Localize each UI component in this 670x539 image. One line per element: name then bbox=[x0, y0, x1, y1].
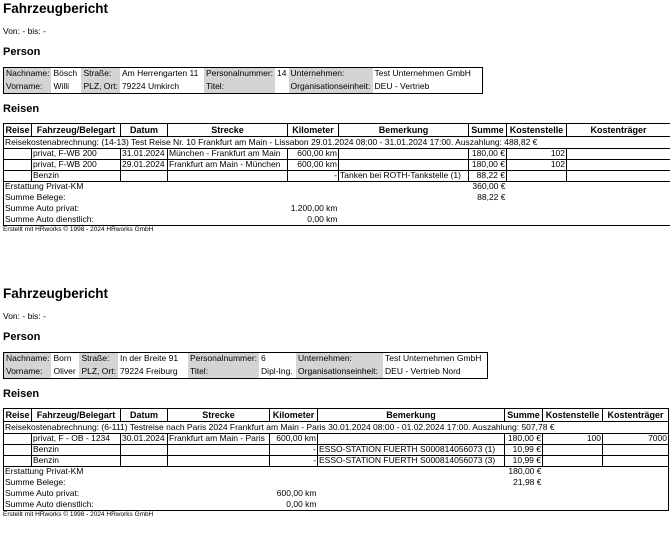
strasse-value: Am Herrengarten 11 bbox=[121, 68, 199, 79]
col-header: Strecke bbox=[168, 124, 288, 137]
cell-km: 600,00 km bbox=[288, 160, 339, 171]
vorname-label: Vorname: bbox=[4, 366, 52, 379]
org-label: Organisationseinheit: bbox=[289, 81, 373, 94]
titel-value bbox=[275, 81, 288, 94]
plz-ort-value: 79224 Umkirch bbox=[121, 80, 180, 91]
totals-row bbox=[4, 478, 669, 489]
trips-heading: Reisen bbox=[3, 103, 40, 115]
cell-bemerkung: Tanken bei ROTH-Tankstelle (1) bbox=[339, 171, 469, 182]
col-header: Reise bbox=[5, 409, 30, 420]
cell-kostenstelle: 102 bbox=[507, 160, 567, 171]
report-footer: Erstellt mit HRworks © 1998 - 2024 HRworks GmbH bbox=[3, 511, 154, 518]
col-header: Strecke bbox=[168, 409, 270, 422]
erstattung-label: Erstattung Privat-KM bbox=[4, 182, 168, 193]
col-header: Bemerkung bbox=[318, 409, 505, 422]
totals-row bbox=[4, 215, 670, 226]
unternehmen-value: Test Unternehmen GmbH bbox=[385, 353, 482, 364]
abrechnung-row bbox=[4, 422, 669, 434]
strasse-value: In der Breite 91 bbox=[119, 353, 179, 364]
belege-value: 21,98 € bbox=[513, 477, 542, 488]
cell-datum bbox=[121, 445, 168, 456]
auto-dienst-value: 0,00 km bbox=[286, 499, 317, 509]
abrechnung-text: Reisekostenabrechnung: (14-13) Test Reise Nr. 10 Frankfurt am Main - Lissabon 29.01.2024 08:00 - 31.01.2024 17:00. Auszahlung: 488,82 € bbox=[4, 137, 670, 149]
cell-bemerkung bbox=[318, 434, 505, 445]
table-row bbox=[4, 445, 669, 456]
cell-fahrzeug: Benzin bbox=[32, 171, 121, 182]
totals-row bbox=[4, 467, 669, 478]
cell-km: - bbox=[288, 171, 339, 182]
nachname-label: Nachname: bbox=[4, 353, 52, 366]
cell-summe: 10,99 € bbox=[505, 456, 543, 467]
trips-table bbox=[3, 123, 670, 226]
cell-km: 600,00 km bbox=[288, 149, 339, 160]
col-header: Summe bbox=[469, 124, 507, 137]
table-row bbox=[4, 456, 669, 467]
cell-datum: 31.01.2024 bbox=[121, 149, 168, 160]
col-header: Kilometer bbox=[270, 409, 318, 422]
cell-km: 600,00 km bbox=[270, 434, 318, 445]
cell-datum: 30.01.2024 bbox=[121, 434, 168, 445]
org-label: Organisationseinheit: bbox=[296, 366, 383, 379]
col-header: Kostenträger bbox=[567, 124, 670, 137]
cell-strecke: München - Frankfurt am Main bbox=[168, 149, 288, 160]
totals-row bbox=[4, 204, 670, 215]
cell-summe: 10,99 € bbox=[505, 445, 543, 456]
cell-summe: 180,00 € bbox=[505, 434, 543, 445]
nachname-value: Born bbox=[53, 353, 72, 364]
trips-table bbox=[3, 408, 669, 511]
erstattung-value: 180,00 € bbox=[505, 467, 543, 478]
auto-privat-label: Summe Auto privat: bbox=[5, 203, 80, 214]
cell-kostentraeger bbox=[567, 160, 670, 171]
auto-dienst-label: Summe Auto dienstlich: bbox=[5, 499, 94, 509]
cell-summe: 180,00 € bbox=[469, 160, 507, 171]
totals-row bbox=[4, 489, 669, 500]
titel-label: Titel: bbox=[204, 81, 275, 94]
report-title: Fahrzeugbericht bbox=[3, 286, 109, 301]
cell-datum bbox=[121, 171, 168, 182]
report-footer: Erstellt mit HRworks © 1998 - 2024 HRworks GmbH bbox=[3, 226, 154, 233]
unternehmen-value: Test Unternehmen GmbH bbox=[374, 68, 471, 79]
report-title: Fahrzeugbericht bbox=[3, 1, 109, 16]
report-period: Von: - bis: - bbox=[3, 311, 46, 321]
cell-strecke: Frankfurt am Main - Paris bbox=[168, 434, 270, 445]
person-heading: Person bbox=[3, 331, 41, 343]
cell-kostenstelle bbox=[543, 456, 603, 467]
cell-kostenstelle: 102 bbox=[507, 149, 567, 160]
org-value: DEU - Vertrieb bbox=[374, 80, 430, 91]
plz-ort-value: 79224 Freiburg bbox=[119, 365, 178, 376]
col-header: Reise bbox=[5, 124, 30, 135]
cell-kostentraeger bbox=[567, 149, 670, 160]
totals-row bbox=[4, 182, 670, 193]
col-header: Bemerkung bbox=[339, 124, 469, 137]
cell-fahrzeug: privat, F - OB - 1234 bbox=[32, 434, 121, 445]
table-row bbox=[4, 160, 670, 171]
person-row bbox=[4, 366, 488, 379]
person-heading: Person bbox=[3, 46, 41, 58]
personalnummer-label: Personalnummer: bbox=[204, 68, 275, 81]
cell-km: - bbox=[270, 445, 318, 456]
titel-value: Dipl-Ing. bbox=[261, 365, 293, 376]
trips-header-row bbox=[4, 124, 670, 137]
report-period: Von: - bis: - bbox=[3, 26, 46, 36]
belege-label: Summe Belege: bbox=[5, 192, 66, 203]
vorname-value: Oliver bbox=[53, 365, 76, 376]
cell-kostentraeger bbox=[603, 445, 669, 456]
vorname-value: Willi bbox=[53, 80, 70, 91]
auto-privat-value: 600,00 km bbox=[276, 488, 317, 499]
cell-strecke bbox=[168, 445, 270, 456]
col-header: Datum bbox=[121, 124, 168, 137]
abrechnung-text: Reisekostenabrechnung: (6-111) Testreise nach Paris 2024 Frankfurt am Main - Paris 30.01.2024 08:00 - 01.02.2024 17:00. Auszahlung: 507,78 € bbox=[4, 422, 669, 434]
table-row bbox=[4, 434, 669, 445]
personalnummer-value: 14 bbox=[277, 68, 287, 79]
col-header: Fahrzeug/Belegart bbox=[32, 124, 121, 137]
cell-kostentraeger bbox=[567, 171, 670, 182]
person-row bbox=[4, 353, 488, 366]
unternehmen-label: Unternehmen: bbox=[296, 353, 383, 366]
col-header: Datum bbox=[121, 409, 168, 422]
vehicle-report bbox=[3, 0, 669, 234]
cell-datum: 29.01.2024 bbox=[121, 160, 168, 171]
person-row bbox=[4, 68, 483, 81]
plz-ort-label: PLZ, Ort: bbox=[79, 366, 117, 379]
cell-kostentraeger: 7000 bbox=[603, 434, 669, 445]
person-table bbox=[3, 352, 488, 379]
col-header: Summe bbox=[505, 409, 543, 422]
cell-strecke: Frankfurt am Main - München bbox=[168, 160, 288, 171]
strasse-label: Straße: bbox=[79, 353, 117, 366]
cell-strecke bbox=[168, 171, 288, 182]
personalnummer-value: 6 bbox=[261, 353, 266, 364]
cell-strecke bbox=[168, 456, 270, 467]
auto-privat-value: 1.200,00 km bbox=[290, 203, 338, 214]
cell-km: - bbox=[270, 456, 318, 467]
org-value: DEU - Vertrieb Nord bbox=[385, 365, 461, 376]
totals-row bbox=[4, 500, 669, 511]
person-table bbox=[3, 67, 483, 94]
cell-kostenstelle bbox=[507, 171, 567, 182]
personalnummer-label: Personalnummer: bbox=[188, 353, 259, 366]
col-header: Kilometer bbox=[288, 124, 339, 137]
cell-bemerkung: ESSO-STATION FUERTH S000814056073 (3) bbox=[318, 456, 505, 467]
col-header: Kostenträger bbox=[603, 409, 669, 422]
cell-summe: 180,00 € bbox=[469, 149, 507, 160]
auto-privat-label: Summe Auto privat: bbox=[5, 488, 80, 499]
vehicle-report bbox=[3, 285, 669, 519]
erstattung-label: Erstattung Privat-KM bbox=[4, 467, 168, 478]
belege-label: Summe Belege: bbox=[5, 477, 66, 488]
cell-kostenstelle: 100 bbox=[543, 434, 603, 445]
titel-label: Titel: bbox=[188, 366, 259, 379]
erstattung-value: 360,00 € bbox=[469, 182, 507, 193]
table-row bbox=[4, 149, 670, 160]
cell-bemerkung bbox=[339, 149, 469, 160]
auto-dienst-label: Summe Auto dienstlich: bbox=[5, 214, 94, 224]
nachname-label: Nachname: bbox=[4, 68, 52, 81]
trips-heading: Reisen bbox=[3, 388, 40, 400]
cell-kostenstelle bbox=[543, 445, 603, 456]
cell-bemerkung bbox=[339, 160, 469, 171]
table-row bbox=[4, 171, 670, 182]
cell-fahrzeug: privat, F-WB 200 bbox=[32, 160, 121, 171]
unternehmen-label: Unternehmen: bbox=[289, 68, 373, 81]
cell-summe: 88,22 € bbox=[469, 171, 507, 182]
belege-value: 88,22 € bbox=[477, 192, 506, 203]
person-row bbox=[4, 81, 483, 94]
plz-ort-label: PLZ, Ort: bbox=[81, 81, 119, 94]
auto-dienst-value: 0,00 km bbox=[307, 214, 338, 224]
col-header: Fahrzeug/Belegart bbox=[32, 409, 121, 422]
cell-kostentraeger bbox=[603, 456, 669, 467]
cell-datum bbox=[121, 456, 168, 467]
cell-fahrzeug: Benzin bbox=[32, 456, 121, 467]
vorname-label: Vorname: bbox=[4, 81, 52, 94]
strasse-label: Straße: bbox=[81, 68, 119, 81]
abrechnung-row bbox=[4, 137, 670, 149]
col-header: Kostenstelle bbox=[507, 124, 567, 137]
nachname-value: Bösch bbox=[53, 68, 78, 79]
cell-bemerkung: ESSO-STATION FUERTH S000814056073 (1) bbox=[318, 445, 505, 456]
col-header: Kostenstelle bbox=[543, 409, 603, 422]
trips-header-row bbox=[4, 409, 669, 422]
totals-row bbox=[4, 193, 670, 204]
cell-fahrzeug: privat, F-WB 200 bbox=[32, 149, 121, 160]
cell-fahrzeug: Benzin bbox=[32, 445, 121, 456]
